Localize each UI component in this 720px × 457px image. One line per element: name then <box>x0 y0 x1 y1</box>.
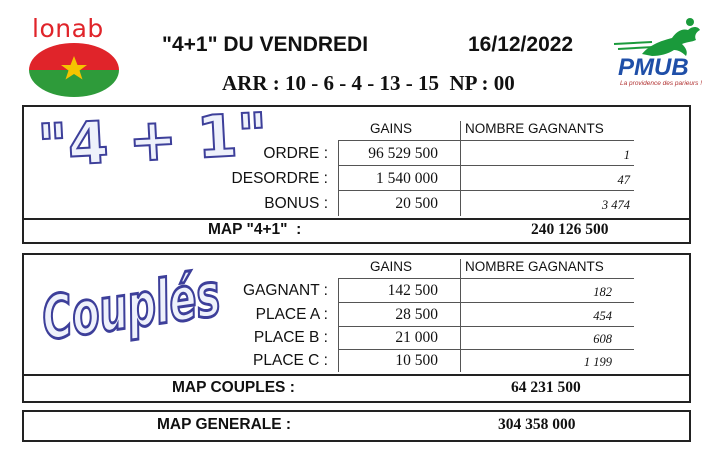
badge-couples: Couplés <box>38 261 225 355</box>
row-place-a-label: PLACE A : <box>255 306 328 323</box>
row-desordre-label: DESORDRE : <box>231 170 328 187</box>
col-winners-couples: NOMBRE GAGNANTS <box>465 259 604 274</box>
row-place-b-label: PLACE B : <box>253 329 328 346</box>
map-4plus1-value: 240 126 500 <box>531 221 609 238</box>
row-gagnant-winners: 182 <box>593 285 612 299</box>
map-generale-frame <box>22 410 691 442</box>
row-ordre-winners: 1 <box>623 148 630 162</box>
map-generale-label: MAP GENERALE : <box>157 416 292 433</box>
map-couples-value: 64 231 500 <box>511 379 581 396</box>
row-place-b-gain: 21 000 <box>395 329 438 346</box>
row-place-c-label: PLACE C : <box>253 352 328 369</box>
col-gains-4plus1: GAINS <box>370 121 413 136</box>
row-place-a-winners: 454 <box>593 309 612 323</box>
map-4plus1-label: MAP "4+1" : <box>208 221 302 238</box>
row-place-c-gain: 10 500 <box>395 352 438 369</box>
row-bonus-label: BONUS : <box>264 195 328 212</box>
row-place-c-winners: 1 199 <box>583 355 612 369</box>
map-generale-value: 304 358 000 <box>498 416 576 433</box>
pmub-logo-text: PMUB <box>618 54 689 81</box>
row-ordre-gain: 96 529 500 <box>368 145 438 162</box>
map-couples-label: MAP COUPLES : <box>172 379 295 396</box>
badge-4plus1: "4 + 1" <box>36 99 270 180</box>
row-place-a-gain: 28 500 <box>395 306 438 323</box>
pmub-logo <box>612 14 712 94</box>
col-winners-4plus1: NOMBRE GAGNANTS <box>465 121 604 136</box>
draw-date: 16/12/2022 <box>468 33 574 56</box>
row-bonus-winners: 3 474 <box>601 198 630 212</box>
col-gains-couples: GAINS <box>370 259 413 274</box>
row-bonus-gain: 20 500 <box>395 195 438 212</box>
row-ordre-label: ORDRE : <box>263 145 328 162</box>
page-title: "4+1" DU VENDREDI <box>162 33 369 56</box>
row-desordre-winners: 47 <box>617 173 630 187</box>
row-gagnant-label: GAGNANT : <box>243 282 328 299</box>
lonab-logo-text: lonab <box>32 14 104 43</box>
arrivee-line: ARR : 10 - 6 - 4 - 13 - 15 NP : 00 <box>222 71 515 95</box>
pmub-slogan: La providence des parieurs ! <box>620 80 703 87</box>
lonab-logo <box>22 8 127 100</box>
row-place-b-winners: 608 <box>593 332 612 346</box>
row-gagnant-gain: 142 500 <box>387 282 438 299</box>
row-desordre-gain: 1 540 000 <box>376 170 438 187</box>
